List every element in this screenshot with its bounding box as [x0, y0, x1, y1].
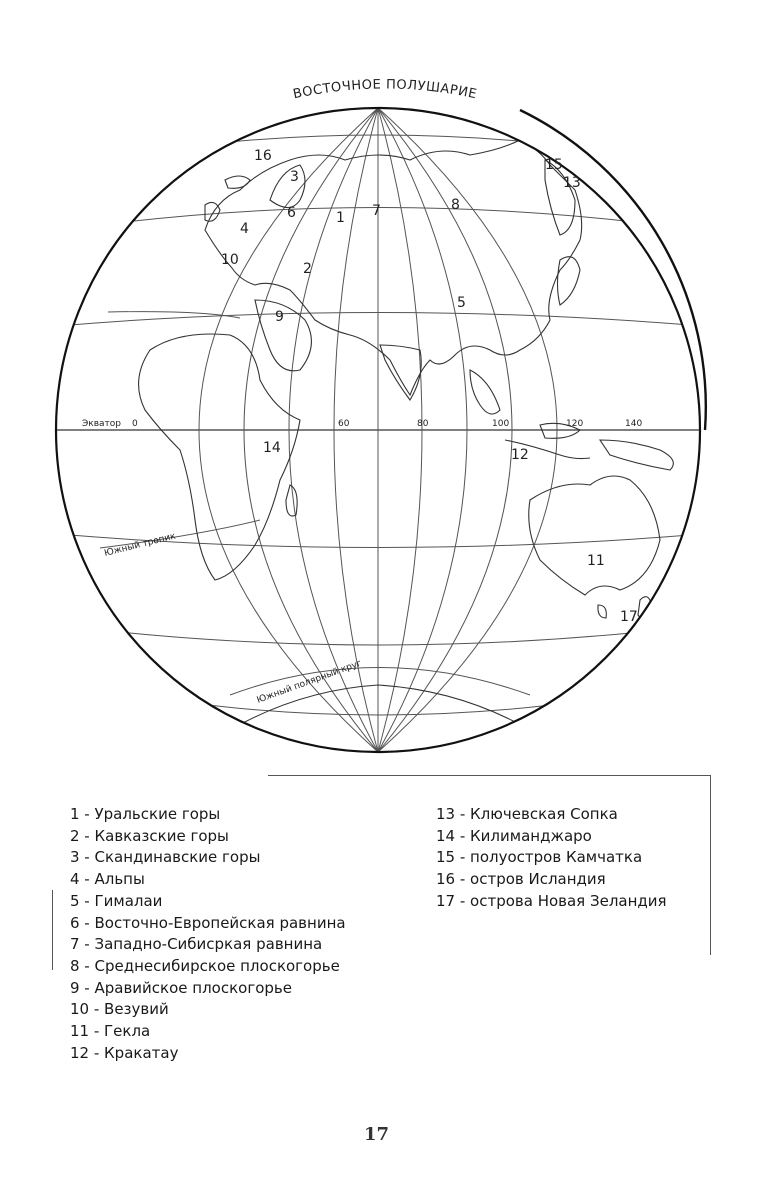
marker-15: 15 — [545, 157, 563, 173]
legend-item: 6 - Восточно-Европейская равнина — [70, 913, 346, 932]
legend-item: 10 - Везувий — [70, 1000, 169, 1019]
marker-10: 10 — [221, 252, 239, 268]
longitude-label-80: 80 — [417, 419, 429, 429]
legend-item: 2 - Кавказские горы — [70, 826, 229, 845]
legend-item: 4 - Альпы — [70, 870, 145, 889]
legend-item: 3 - Скандинавские горы — [70, 848, 261, 867]
marker-9: 9 — [275, 309, 284, 325]
legend-item: 9 - Аравийское плоскогорье — [70, 978, 292, 997]
legend-left-column — [70, 804, 346, 1064]
marker-14: 14 — [263, 440, 281, 456]
marker-2: 2 — [303, 261, 312, 277]
marker-16: 16 — [254, 148, 272, 164]
legend-frame-top — [268, 775, 710, 776]
longitude-label-60: 60 — [338, 419, 350, 429]
longitude-label-140: 140 — [625, 419, 643, 429]
marker-6: 6 — [287, 205, 296, 221]
coastlines — [139, 140, 674, 730]
legend-item: 15 - полуостров Камчатка — [436, 848, 643, 867]
marker-3: 3 — [290, 169, 299, 185]
marker-11: 11 — [587, 553, 605, 569]
marker-1: 1 — [336, 210, 345, 226]
legend-item: 7 - Западно-Сибисркая равнина — [70, 935, 323, 954]
map-title: ВОСТОЧНОЕ ПОЛУШАРИЕ — [291, 77, 479, 103]
legend-item: 8 - Среднесибирское плоскогорье — [70, 956, 340, 975]
longitude-label-120: 120 — [566, 419, 584, 429]
legend-item: 5 - Гималаи — [70, 891, 163, 910]
legend-frame-right — [710, 775, 711, 955]
legend-item: 16 - остров Исландия — [436, 870, 606, 889]
legend-item: 1 - Уральские горы — [70, 805, 221, 823]
longitude-label-100: 100 — [492, 419, 510, 429]
equator-label: Экватор — [82, 419, 122, 429]
legend-item: 14 - Килиманджаро — [436, 826, 592, 845]
marker-13: 13 — [563, 175, 581, 191]
south-polar-circle-label: Южный полярный круг — [255, 658, 364, 706]
marker-12: 12 — [511, 447, 529, 463]
marker-17: 17 — [620, 609, 638, 625]
legend-item: 13 - Ключевская Сопка — [436, 805, 618, 823]
south-tropic-label: Южный тропик — [103, 531, 177, 559]
marker-5: 5 — [457, 295, 466, 311]
marker-8: 8 — [451, 197, 460, 213]
marker-4: 4 — [240, 221, 249, 237]
legend-right-column — [436, 804, 667, 913]
legend-item: 17 - острова Новая Зеландия — [436, 891, 667, 910]
legend-frame-left — [52, 890, 53, 970]
marker-7: 7 — [372, 203, 381, 219]
legend-item: 11 - Гекла — [70, 1022, 151, 1041]
page-number: 17 — [364, 1124, 390, 1145]
legend-item: 12 - Кракатау — [70, 1043, 179, 1062]
longitude-label-0: 0 — [132, 419, 138, 429]
